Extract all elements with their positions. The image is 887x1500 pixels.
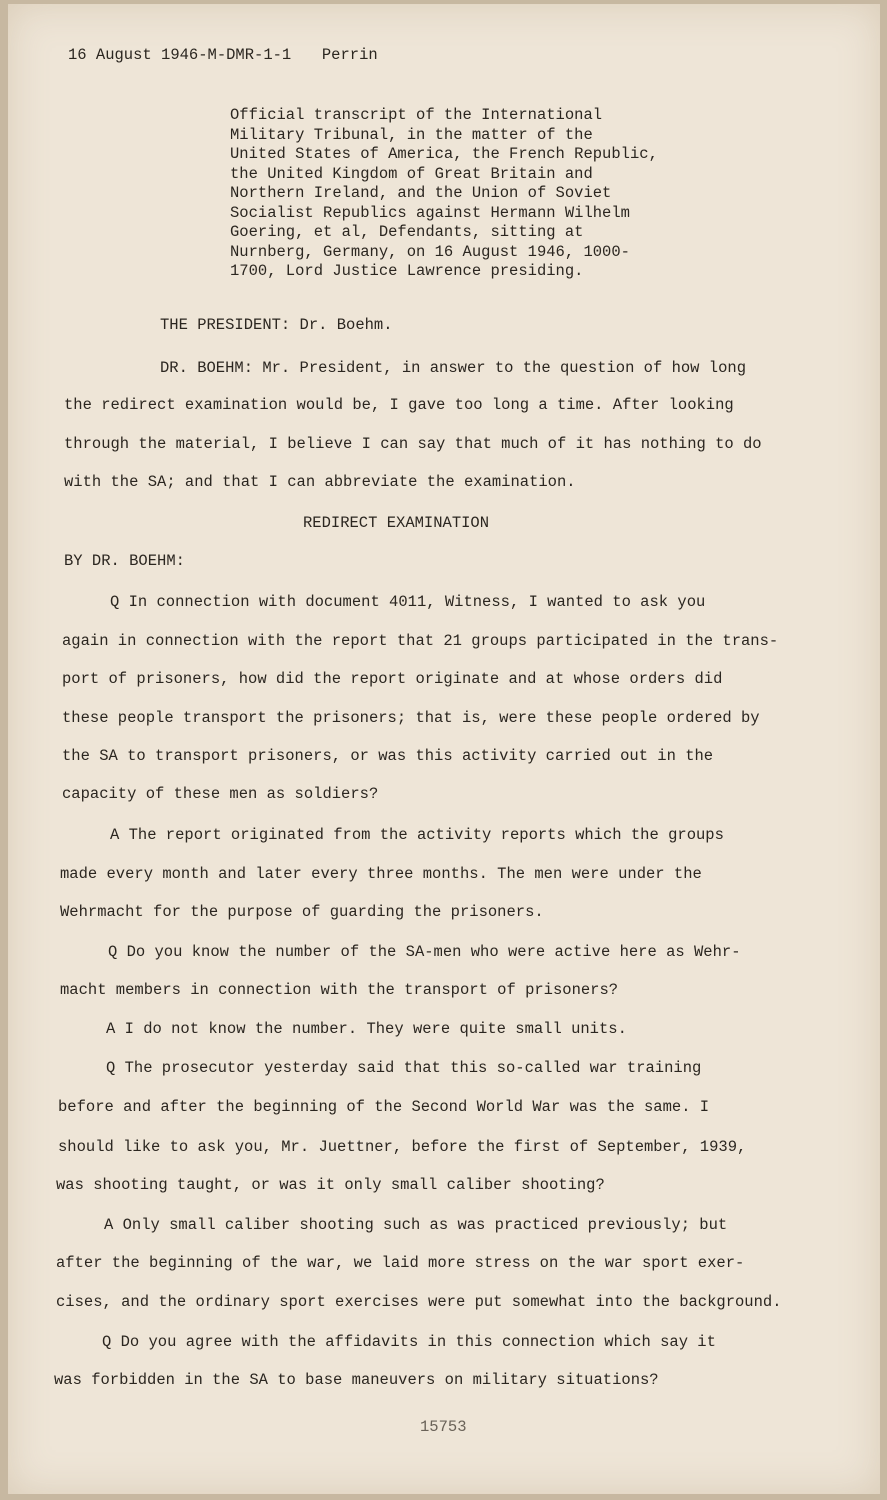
heading-line: Nurnberg, Germany, on 16 August 1946, 1000- [230,242,630,261]
transcript-line: with the SA; and that I can abbreviate the examination. [64,473,576,491]
question: Q Do you agree with the affidavits in this connection which say it [102,1333,716,1351]
transcript-line: the SA to transport prisoners, or was this activity carried out in the [62,747,714,765]
transcript-line: Wehrmacht for the purpose of guarding the prisoners. [60,903,544,921]
transcript-line: macht members in connection with the transport of prisoners? [60,981,619,999]
heading-line: Goering, et al, Defendants, sitting at [230,223,584,241]
section-title: REDIRECT EXAMINATION [303,514,490,532]
transcript-line: made every month and later every three months. The men were under the [60,865,702,883]
transcript-line: before and after the beginning of the Second World War was the same. I [58,1098,710,1116]
transcript-line: was forbidden in the SA to base maneuvers on military situations? [54,1371,659,1389]
transcript-line: cises, and the ordinary sport exercises were put somewhat into the background. [56,1293,782,1311]
speaker-boehm: DR. BOEHM: Mr. President, in answer to the question of how long [160,359,746,377]
answer: A I do not know the number. They were quite small units. [106,1020,627,1038]
heading-line: 1700, Lord Justice Lawrence presiding. [230,262,584,280]
transcript-line: capacity of these men as soldiers? [62,785,379,803]
question: Q The prosecutor yesterday said that this so-called war training [106,1059,702,1077]
transcript-line: through the material, I believe I can say that much of it has nothing to do [64,435,762,453]
heading-line: Northern Ireland, and the Union of Soviet [230,184,612,202]
heading-line: the United Kingdom of Great Britain and [230,164,593,183]
question: Q In connection with document 4011, Witness, I wanted to ask you [110,593,706,611]
transcript-line: was shooting taught, or was it only small caliber shooting? [56,1176,605,1194]
transcript-line: after the beginning of the war, we laid more stress on the war sport exer- [56,1254,745,1272]
answer: A Only small caliber shooting such as was practiced previously; but [104,1216,728,1234]
heading-line: Military Tribunal, in the matter of the [230,125,593,144]
page-header [68,46,378,64]
transcript-line: should like to ask you, Mr. Juettner, before the first of September, 1939, [58,1138,747,1156]
transcript-line: the redirect examination would be, I gave too long a time. After looking [64,396,734,414]
heading-line: United States of America, the French Republic, [230,145,658,163]
heading-line: Socialist Republics against Hermann Wilhelm [230,203,630,222]
transcript-heading [230,106,690,282]
transcript-line: these people transport the prisoners; that is, were these people ordered by [62,709,760,727]
transcript-line: again in connection with the report that 21 groups participated in the trans- [62,632,779,650]
question: Q Do you know the number of the SA-men who were active here as Wehr- [108,943,741,961]
document-page [8,4,880,1494]
page-number: 15753 [420,1418,467,1436]
transcript-line: port of prisoners, how did the report originate and at whose orders did [62,670,723,688]
heading-line: Official transcript of the International [230,106,603,124]
speaker-president: THE PRESIDENT: Dr. Boehm. [160,316,393,334]
examiner-label: BY DR. BOEHM: [64,552,185,570]
answer: A The report originated from the activity reports which the groups [110,826,724,844]
reporter-name: Perrin [321,46,378,64]
date-code: 16 August 1946-M-DMR-1-1 [68,46,292,64]
